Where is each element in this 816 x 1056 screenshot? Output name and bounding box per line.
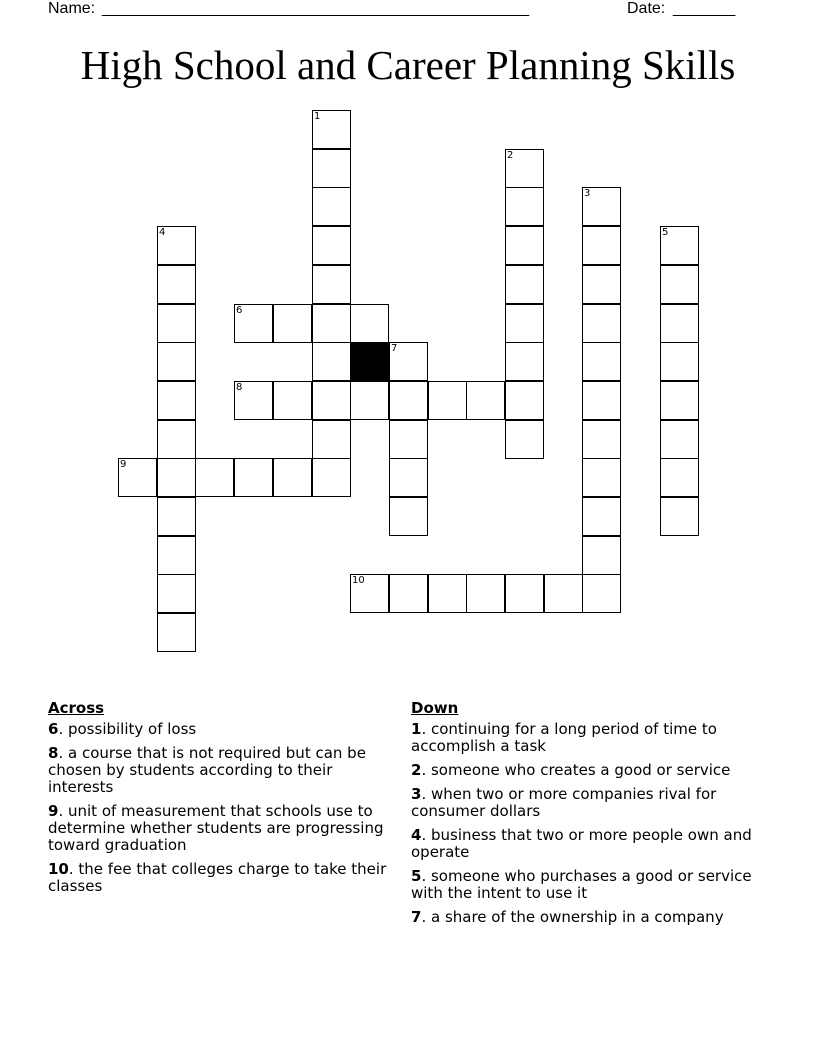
clue-number: 6: [236, 305, 243, 316]
across-clue-10: 10. the fee that colleges charge to take their classes: [48, 860, 387, 895]
grid-cell[interactable]: [312, 265, 351, 304]
grid-cell[interactable]: [389, 497, 428, 536]
grid-cell[interactable]: [505, 149, 544, 188]
grid-cell[interactable]: [582, 458, 621, 497]
grid-cell[interactable]: [660, 458, 699, 497]
name-field-line[interactable]: ________________________________________________: [102, 0, 530, 17]
grid-cell[interactable]: [466, 574, 505, 613]
grid-cell[interactable]: [660, 226, 699, 265]
grid-cell[interactable]: [582, 536, 621, 575]
grid-cell[interactable]: [582, 304, 621, 343]
grid-cell[interactable]: [157, 497, 196, 536]
down-heading: Down: [411, 699, 459, 717]
name-label: Name:: [48, 0, 96, 17]
grid-cell[interactable]: [273, 304, 312, 343]
grid-cell[interactable]: [582, 420, 621, 459]
grid-cell[interactable]: [660, 381, 699, 420]
grid-cell[interactable]: [312, 187, 351, 226]
down-clue-2: 2. someone who creates a good or service: [411, 761, 731, 779]
grid-cell[interactable]: [195, 458, 234, 497]
clue-number: 5: [662, 227, 669, 238]
grid-cell[interactable]: [234, 381, 273, 420]
grid-cell[interactable]: [660, 497, 699, 536]
grid-cell[interactable]: [312, 342, 351, 381]
grid-cell[interactable]: [350, 304, 389, 343]
grid-cell[interactable]: [157, 304, 196, 343]
clue-number: 7: [391, 343, 398, 354]
grid-cell[interactable]: [157, 226, 196, 265]
clue-number: 8: [236, 382, 243, 393]
clue-number: 10: [352, 575, 365, 586]
clue-number: 9: [120, 459, 127, 470]
grid-cell[interactable]: [660, 304, 699, 343]
grid-cell[interactable]: [389, 574, 428, 613]
clue-number: 1: [314, 111, 321, 122]
grid-cell[interactable]: [118, 458, 157, 497]
grid-cell[interactable]: [157, 574, 196, 613]
grid-cell[interactable]: [660, 342, 699, 381]
grid-cell[interactable]: [312, 420, 351, 459]
grid-cell[interactable]: [428, 574, 467, 613]
grid-cell[interactable]: [389, 458, 428, 497]
grid-cell[interactable]: [350, 381, 389, 420]
grid-cell[interactable]: [157, 613, 196, 652]
grid-cell[interactable]: [312, 226, 351, 265]
grid-cell[interactable]: [157, 381, 196, 420]
grid-cell[interactable]: [582, 497, 621, 536]
across-clues: [48, 700, 393, 902]
grid-cell[interactable]: [312, 149, 351, 188]
across-heading: Across: [48, 699, 105, 717]
grid-cell[interactable]: [505, 381, 544, 420]
grid-cell[interactable]: [660, 265, 699, 304]
grid-cell[interactable]: [157, 420, 196, 459]
grid-cell[interactable]: [157, 342, 196, 381]
down-clue-5: 5. someone who purchases a good or service with the intent to use it: [411, 867, 752, 902]
date-field-line[interactable]: _______: [673, 0, 736, 17]
grid-cell[interactable]: [273, 458, 312, 497]
grid-cell[interactable]: [505, 265, 544, 304]
grid-cell[interactable]: [582, 226, 621, 265]
clue-number: 3: [584, 188, 591, 199]
down-clue-7: 7. a share of the ownership in a company: [411, 908, 724, 926]
grid-cell[interactable]: [389, 381, 428, 420]
grid-cell[interactable]: [505, 187, 544, 226]
grid-cell[interactable]: [582, 342, 621, 381]
grid-cell[interactable]: [505, 304, 544, 343]
grid-cell[interactable]: [466, 381, 505, 420]
grid-cell[interactable]: [312, 304, 351, 343]
clue-number: 4: [159, 227, 166, 238]
grid-cell[interactable]: [544, 574, 583, 613]
down-clues: [411, 700, 756, 933]
date-label: Date:: [627, 0, 666, 17]
down-clue-1: 1. continuing for a long period of time to accomplish a task: [411, 720, 717, 755]
grid-cell[interactable]: [157, 265, 196, 304]
grid-cell[interactable]: [157, 536, 196, 575]
page-title: High School and Career Planning Skills: [80, 42, 736, 88]
grid-cell[interactable]: [157, 458, 196, 497]
across-clue-8: 8. a course that is not required but can be chosen by students according to their interests: [48, 744, 366, 796]
grid-cell[interactable]: [234, 458, 273, 497]
grid-cell[interactable]: [389, 342, 428, 381]
grid-cell[interactable]: [582, 381, 621, 420]
grid-cell[interactable]: [505, 342, 544, 381]
grid-cell[interactable]: [312, 381, 351, 420]
black-cell: [350, 342, 389, 381]
grid-cell[interactable]: [350, 574, 389, 613]
grid-cell[interactable]: [582, 574, 621, 613]
down-clue-4: 4. business that two or more people own and operate: [411, 826, 752, 861]
grid-cell[interactable]: [312, 110, 351, 149]
across-clue-6: 6. possibility of loss: [48, 720, 197, 738]
grid-cell[interactable]: [505, 226, 544, 265]
grid-cell[interactable]: [505, 574, 544, 613]
grid-cell[interactable]: [312, 458, 351, 497]
grid-cell[interactable]: [389, 420, 428, 459]
across-clue-9: 9. unit of measurement that schools use to determine whether students are progressing toward graduation: [48, 802, 384, 854]
grid-cell[interactable]: [582, 187, 621, 226]
clue-number: 2: [507, 150, 514, 161]
grid-cell[interactable]: [660, 420, 699, 459]
grid-cell[interactable]: [505, 420, 544, 459]
grid-cell[interactable]: [582, 265, 621, 304]
grid-cell[interactable]: [428, 381, 467, 420]
grid-cell[interactable]: [234, 304, 273, 343]
down-clue-3: 3. when two or more companies rival for consumer dollars: [411, 785, 717, 820]
grid-cell[interactable]: [273, 381, 312, 420]
